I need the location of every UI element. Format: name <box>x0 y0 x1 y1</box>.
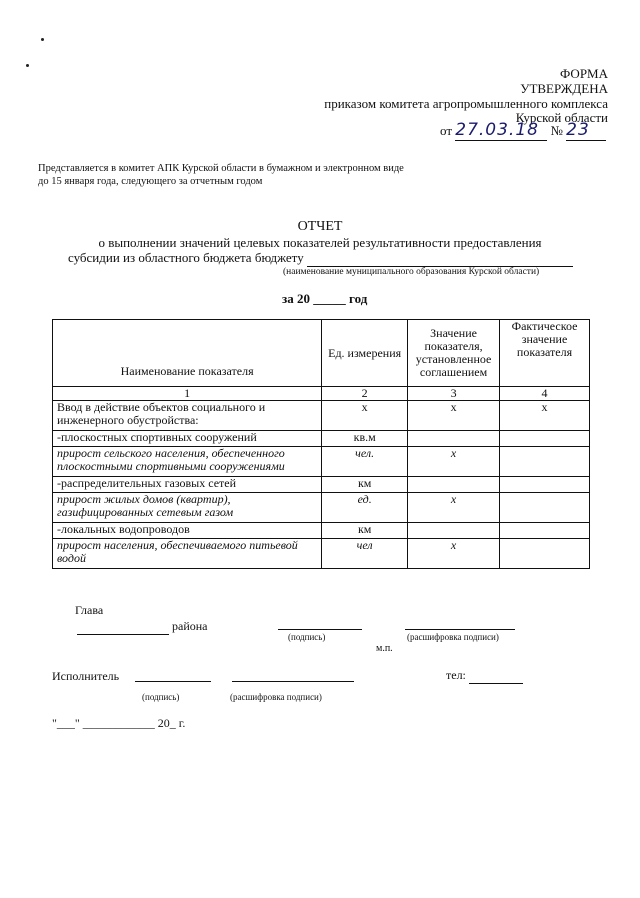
order-number: 23 <box>566 120 606 141</box>
header-actual-value: Фактическое значение показателя <box>500 320 590 387</box>
column-number: 2 <box>322 387 408 401</box>
indicator-name: прирост жилых домов (квартир), газифицированных сетевым газом <box>53 493 322 523</box>
phone-line <box>446 668 523 684</box>
indicators-table <box>52 319 590 569</box>
indicator-unit: чел <box>322 539 408 569</box>
municipality-hint: (наименование муниципального образования Курской области) <box>283 267 540 277</box>
head-signature-line <box>77 619 208 635</box>
indicator-unit: x <box>322 401 408 431</box>
table-row <box>53 539 590 569</box>
head-label: Глава <box>75 603 104 617</box>
indicator-fact <box>500 477 590 493</box>
notice-line-2: до 15 января года, следующего за отчетным годом <box>38 176 263 187</box>
table-row <box>53 401 590 431</box>
indicator-fact <box>500 431 590 447</box>
header-plan-value: Значение показателя, установленное соглашением <box>408 320 500 387</box>
head-decoding-hint: (расшифровка подписи) <box>407 632 499 642</box>
phone-blank <box>469 668 523 684</box>
executor-decoding-hint: (расшифровка подписи) <box>230 692 322 702</box>
order-date-prefix: от <box>440 123 453 138</box>
scan-speck <box>41 38 44 41</box>
table-row <box>53 493 590 523</box>
report-year <box>282 291 367 307</box>
indicator-unit: км <box>322 523 408 539</box>
indicator-plan: x <box>408 401 500 431</box>
indicator-unit: км <box>322 477 408 493</box>
notice-line-1: Представляется в комитет АПК Курской области в бумажном и электронном виде <box>38 163 404 174</box>
executor-signature-hint: (подпись) <box>142 692 180 702</box>
year-prefix: за 20 <box>282 291 310 306</box>
indicator-name: прирост сельского населения, обеспеченного плоскостными спортивными сооружениями <box>53 447 322 477</box>
indicator-plan <box>408 523 500 539</box>
region-name: Курской области <box>515 110 608 125</box>
indicator-fact: x <box>500 401 590 431</box>
indicator-fact <box>500 493 590 523</box>
column-number: 3 <box>408 387 500 401</box>
head-signature-blank <box>278 617 362 630</box>
order-date-line <box>440 120 606 141</box>
signing-date-line: "___" ____________ 20_ г. <box>52 716 186 730</box>
indicator-plan: x <box>408 447 500 477</box>
header-unit: Ед. измерения <box>322 320 408 387</box>
form-label: ФОРМА <box>560 66 608 81</box>
indicator-name: -локальных водопроводов <box>53 523 322 539</box>
executor-signature-blank <box>135 669 211 682</box>
table-row <box>53 477 590 493</box>
column-number: 4 <box>500 387 590 401</box>
indicator-unit: ед. <box>322 493 408 523</box>
indicator-plan: x <box>408 539 500 569</box>
indicator-plan <box>408 477 500 493</box>
order-date: 27.03.18 <box>455 120 547 141</box>
order-issuer: приказом комитета агропромышленного комплекса <box>324 96 608 111</box>
report-subtitle-2 <box>68 250 573 267</box>
district-blank <box>77 619 169 635</box>
approved-label: УТВЕРЖДЕНА <box>520 81 608 96</box>
indicator-plan <box>408 431 500 447</box>
column-number-row <box>53 387 590 401</box>
header-indicator-name: Наименование показателя <box>53 320 322 387</box>
column-number: 1 <box>53 387 322 401</box>
executor-decoding-blank <box>232 669 354 682</box>
indicator-name: -распределительных газовых сетей <box>53 477 322 493</box>
order-number-label: № <box>550 123 563 138</box>
indicator-fact <box>500 523 590 539</box>
indicator-name: -плоскостных спортивных сооружений <box>53 431 322 447</box>
phone-label: тел: <box>446 668 466 682</box>
table-row <box>53 447 590 477</box>
indicator-fact <box>500 447 590 477</box>
table-row <box>53 523 590 539</box>
indicator-plan: x <box>408 493 500 523</box>
report-title: ОТЧЕТ <box>297 219 343 234</box>
indicator-name: Ввод в действие объектов социального и инженерного обустройства: <box>53 401 322 431</box>
scan-speck <box>26 64 29 67</box>
table-row <box>53 431 590 447</box>
year-blank: _____ <box>313 291 346 306</box>
executor-label: Исполнитель <box>52 669 120 683</box>
year-suffix: год <box>348 291 368 306</box>
stamp-place: м.п. <box>376 643 393 654</box>
table-header-row <box>53 320 590 387</box>
indicator-fact <box>500 539 590 569</box>
budget-label: субсидии из областного бюджета бюджету <box>68 250 304 265</box>
indicator-unit: кв.м <box>322 431 408 447</box>
head-decoding-blank <box>405 617 515 630</box>
district-label: района <box>172 619 208 633</box>
indicator-unit: чел. <box>322 447 408 477</box>
municipality-blank <box>307 250 573 267</box>
head-signature-hint: (подпись) <box>288 632 326 642</box>
report-subtitle: о выполнении значений целевых показателей результативности предоставления <box>98 235 542 250</box>
indicator-name: прирост населения, обеспечиваемого питьевой водой <box>53 539 322 569</box>
